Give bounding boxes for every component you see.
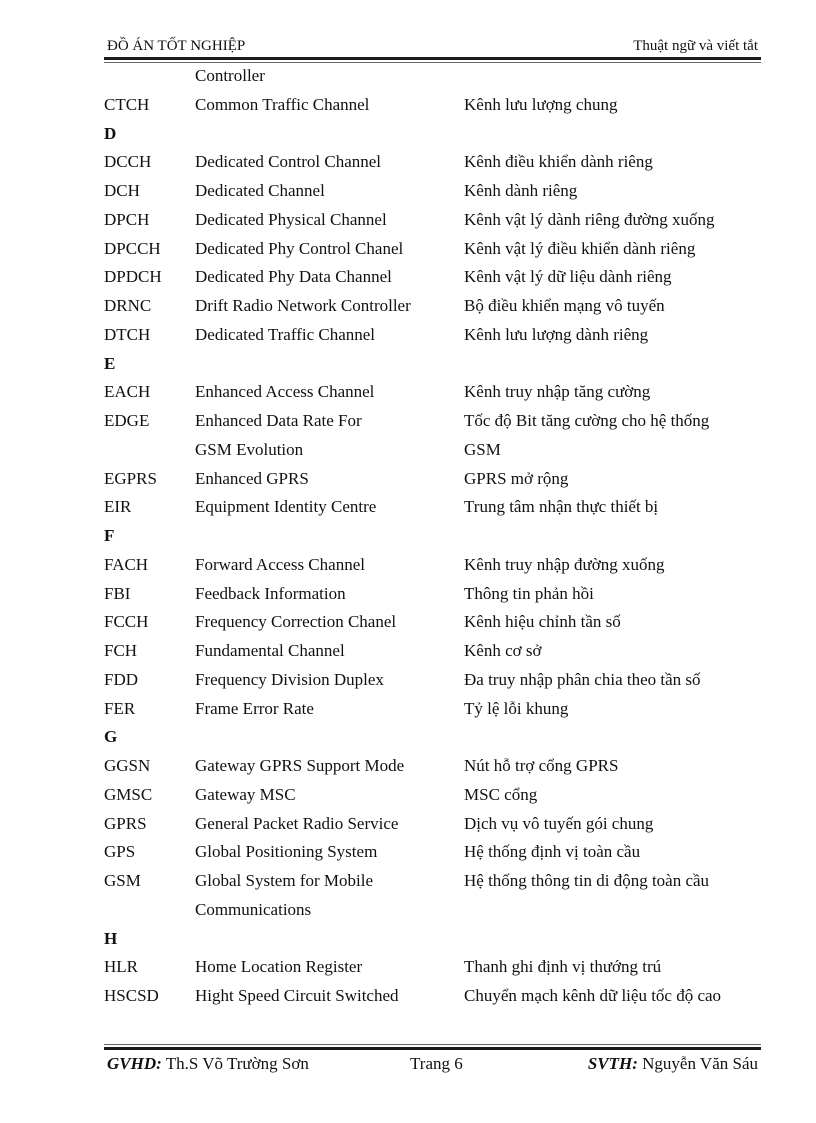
table-row xyxy=(0,495,816,519)
english-term: Enhanced GPRS xyxy=(195,468,309,488)
abbreviation: DCH xyxy=(104,181,140,200)
abbreviation: DPCCH xyxy=(104,238,161,258)
page-number: Trang 6 xyxy=(410,1054,463,1073)
abbreviation: DCCH xyxy=(104,152,152,172)
footer-student xyxy=(588,1054,758,1074)
english-term: Home Location Register xyxy=(195,957,363,977)
abbreviation: D xyxy=(104,123,117,143)
vietnamese-term: Hệ thống định vị toàn cầu xyxy=(464,842,641,862)
english-term: Dedicated Control Channel xyxy=(195,152,382,172)
vietnamese-term: Dịch vụ vô tuyến gói chung xyxy=(464,813,654,833)
vietnamese-term: Hệ thống thông tin di động toàn cầu xyxy=(464,871,710,890)
table-row xyxy=(0,294,816,318)
footer-advisor-label: GVHD: xyxy=(107,1054,162,1073)
english-term: Enhanced Access Channel xyxy=(195,382,375,402)
table-row xyxy=(0,783,816,807)
abbreviation: FCCH xyxy=(104,612,149,632)
table-row xyxy=(0,697,816,721)
abbreviation: EGPRS xyxy=(104,468,157,488)
table-row xyxy=(0,237,816,261)
footer-student-name: Nguyễn Văn Sáu xyxy=(642,1054,758,1073)
table-row xyxy=(0,467,816,491)
table-row xyxy=(0,840,816,864)
header-rule-thin xyxy=(104,62,761,63)
vietnamese-term: GPRS mở rộng xyxy=(464,468,569,488)
abbreviation: GPS xyxy=(104,842,136,862)
abbreviation: EIR xyxy=(104,497,132,517)
vietnamese-term: Kênh vật lý điều khiển dành riêng xyxy=(464,238,696,258)
english-term: Gateway MSC xyxy=(195,784,296,804)
section-letter-row xyxy=(0,927,816,951)
table-row xyxy=(0,64,816,88)
abbreviation: GPRS xyxy=(104,813,147,833)
vietnamese-term: Kênh truy nhập tăng cường xyxy=(464,382,651,402)
header-title: ĐỒ ÁN TỐT NGHIỆP xyxy=(107,38,246,54)
english-term: Feedback Information xyxy=(195,583,346,603)
abbreviation: G xyxy=(104,727,118,747)
abbreviation: FDD xyxy=(104,669,139,689)
table-row xyxy=(0,898,816,922)
table-row xyxy=(0,610,816,634)
footer-student-label: SVTH: xyxy=(587,1054,638,1073)
english-term: Forward Access Channel xyxy=(195,554,365,574)
section-letter-row xyxy=(0,352,816,376)
vietnamese-term: Tốc độ Bit tăng cường cho hệ thống xyxy=(464,411,710,430)
abbreviation: HSCSD xyxy=(104,986,159,1005)
footer-advisor-name: Th.S Võ Trường Sơn xyxy=(165,1054,309,1073)
vietnamese-term: Kênh lưu lượng chung xyxy=(464,94,618,114)
english-term: Dedicated Phy Data Channel xyxy=(195,267,392,287)
english-term: Fundamental Channel xyxy=(195,641,345,660)
english-term: Communications xyxy=(195,899,312,919)
vietnamese-term: Tỷ lệ lỗi khung xyxy=(464,698,569,718)
english-term: Enhanced Data Rate For xyxy=(195,411,362,430)
vietnamese-term: Thanh ghi định vị thướng trú xyxy=(464,957,662,977)
vietnamese-term: Kênh truy nhập đường xuống xyxy=(464,554,665,574)
vietnamese-term: Kênh hiệu chỉnh tần số xyxy=(464,612,621,632)
abbreviation: DRNC xyxy=(104,296,152,315)
english-term: General Packet Radio Service xyxy=(195,813,399,833)
english-term: Frequency Correction Chanel xyxy=(195,612,397,632)
table-row xyxy=(0,265,816,289)
table-row xyxy=(0,639,816,663)
abbreviation: E xyxy=(104,353,116,373)
abbreviation: GGSN xyxy=(104,756,151,775)
table-row xyxy=(0,380,816,404)
vietnamese-term: Kênh dành riêng xyxy=(464,181,578,200)
abbreviation: GMSC xyxy=(104,784,153,804)
table-row xyxy=(0,150,816,174)
abbreviation: FER xyxy=(104,698,136,718)
vietnamese-term: Kênh vật lý dữ liệu dành riêng xyxy=(464,267,672,287)
table-row xyxy=(0,93,816,117)
english-term: Dedicated Channel xyxy=(195,181,325,200)
abbreviation: GSM xyxy=(104,871,141,890)
table-row xyxy=(0,955,816,979)
vietnamese-term: Trung tâm nhận thực thiết bị xyxy=(464,497,659,517)
vietnamese-term: MSC cổng xyxy=(464,784,538,804)
english-term: GSM Evolution xyxy=(195,439,304,459)
table-row xyxy=(0,409,816,433)
abbreviation: FCH xyxy=(104,641,138,660)
table-row xyxy=(0,179,816,203)
english-term: Gateway GPRS Support Mode xyxy=(195,756,405,775)
english-term: Dedicated Traffic Channel xyxy=(195,324,376,344)
vietnamese-term: Kênh điều khiển dành riêng xyxy=(464,152,653,172)
english-term: Common Traffic Channel xyxy=(195,94,370,114)
footer-advisor xyxy=(107,1054,309,1074)
table-row xyxy=(0,438,816,462)
vietnamese-term: Thông tin phản hồi xyxy=(464,583,594,603)
vietnamese-term: Nút hỗ trợ cổng GPRS xyxy=(464,756,619,775)
footer-rule-thin xyxy=(104,1044,761,1045)
table-row xyxy=(0,323,816,347)
english-term: Frequency Division Duplex xyxy=(195,669,384,689)
table-row xyxy=(0,812,816,836)
abbreviation: EACH xyxy=(104,382,151,402)
abbreviation: DPDCH xyxy=(104,267,162,287)
vietnamese-term: Kênh lưu lượng dành riêng xyxy=(464,324,649,344)
english-term: Dedicated Phy Control Chanel xyxy=(195,238,404,258)
english-term: Equipment Identity Centre xyxy=(195,497,377,517)
english-term: Hight Speed Circuit Switched xyxy=(195,986,399,1005)
english-term: Dedicated Physical Channel xyxy=(195,209,387,229)
table-row xyxy=(0,869,816,893)
abbreviation: HLR xyxy=(104,957,138,977)
header-rule xyxy=(104,57,761,60)
vietnamese-term: Bộ điều khiển mạng vô tuyến xyxy=(464,296,665,315)
abbreviation: FBI xyxy=(104,583,131,603)
footer-rule xyxy=(104,1047,761,1050)
table-row xyxy=(0,668,816,692)
vietnamese-term: Đa truy nhập phân chia theo tần số xyxy=(464,669,701,689)
abbreviation: CTCH xyxy=(104,94,150,114)
english-term: Frame Error Rate xyxy=(195,698,314,718)
table-row xyxy=(0,754,816,778)
section-letter-row xyxy=(0,122,816,146)
abbreviation: FACH xyxy=(104,554,149,574)
abbreviation: F xyxy=(104,526,115,545)
section-letter-row xyxy=(0,524,816,548)
table-row xyxy=(0,582,816,606)
english-term: Drift Radio Network Controller xyxy=(195,296,411,315)
abbreviation: H xyxy=(104,928,118,948)
table-row xyxy=(0,553,816,577)
abbreviation: DPCH xyxy=(104,209,150,229)
vietnamese-term: GSM xyxy=(464,439,501,459)
english-term: Global Positioning System xyxy=(195,842,378,862)
table-row xyxy=(0,984,816,1008)
section-letter-row xyxy=(0,725,816,749)
english-term: Global System for Mobile xyxy=(195,871,374,890)
vietnamese-term: Kênh cơ sở xyxy=(464,641,542,660)
table-row xyxy=(0,208,816,232)
abbreviation: DTCH xyxy=(104,324,151,344)
english-term: Controller xyxy=(195,66,265,85)
vietnamese-term: Chuyển mạch kênh dữ liệu tốc độ cao xyxy=(464,986,722,1005)
abbreviation: EDGE xyxy=(104,411,150,430)
vietnamese-term: Kênh vật lý dành riêng đường xuống xyxy=(464,209,715,229)
header-section: Thuật ngữ và viết tắt xyxy=(633,38,758,54)
